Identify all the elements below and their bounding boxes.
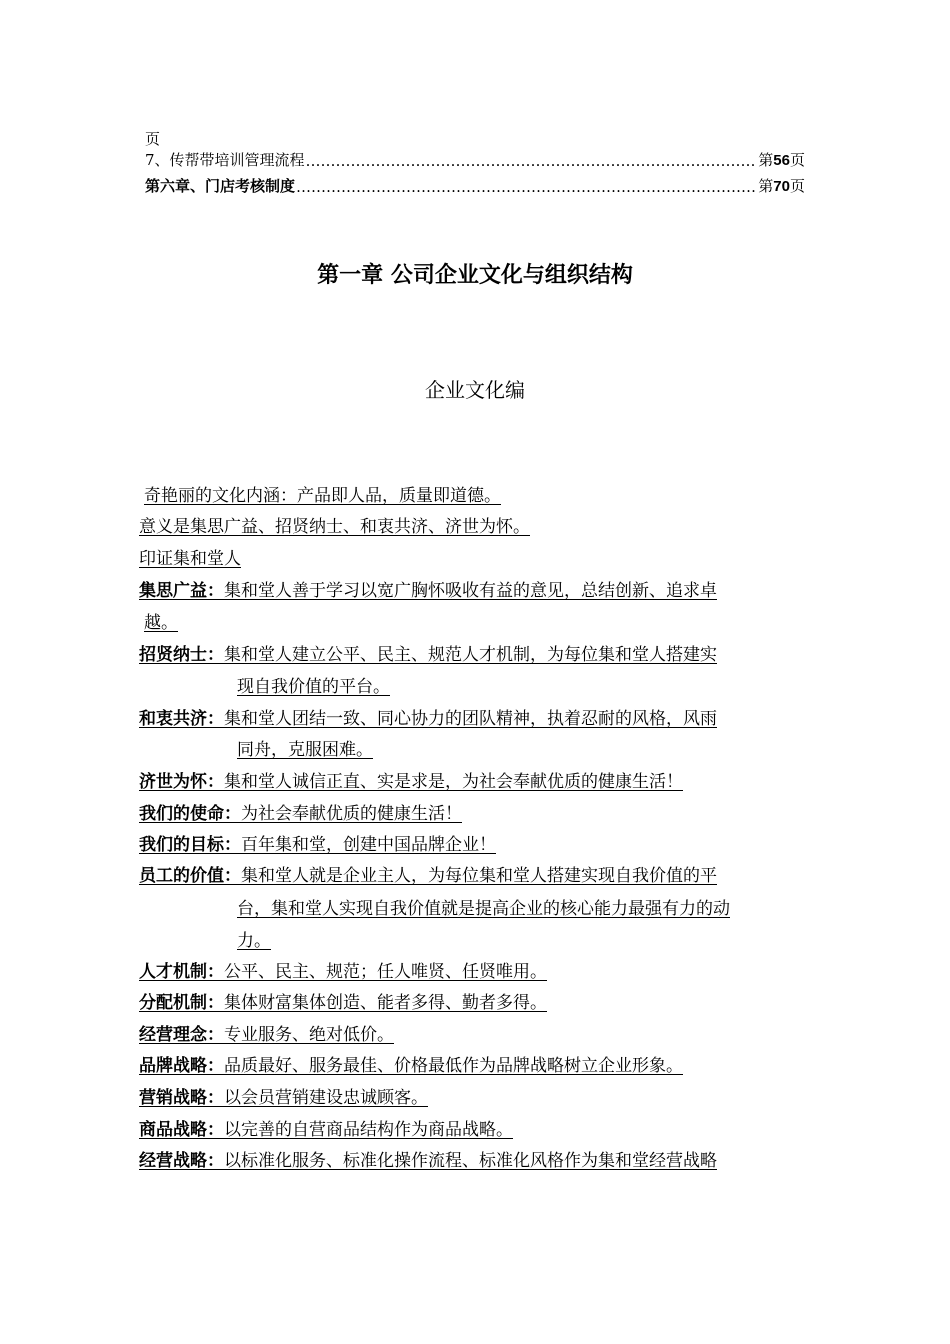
culture-item-key: 和衷共济： [139,709,224,729]
culture-item [139,864,717,888]
culture-item [139,1149,717,1173]
culture-item [139,770,683,794]
culture-item [139,991,547,1015]
culture-item [139,1118,513,1142]
culture-item-key: 济世为怀： [139,772,224,792]
culture-item-continuation: 台，集和堂人实现自我价值就是提高企业的核心能力最强有力的动 [237,899,730,919]
toc-leader-dots [296,178,757,196]
toc-entry-label: 7、传帮带培训管理流程 [145,151,305,169]
toc-entry-page: 第70页 [758,177,805,195]
culture-item [139,960,547,984]
culture-item-continuation: 力。 [237,931,271,951]
culture-item [139,833,496,857]
culture-item-text: 以完善的自营商品结构作为商品战略。 [224,1120,513,1140]
culture-item-text: 品质最好、服务最佳、价格最低作为品牌战略树立企业形象。 [224,1056,683,1076]
culture-item-key: 商品战略： [139,1120,224,1140]
toc-page-continuation: 页 [145,130,161,148]
culture-item-key: 经营战略： [139,1151,224,1171]
culture-item [139,1054,683,1078]
culture-item [139,579,717,603]
culture-item-text: 集和堂人诚信正直、实是求是，为社会奉献优质的健康生活！ [224,772,683,792]
toc-entry-page: 第56页 [758,151,805,169]
culture-item-text: 集和堂人建立公平、民主、规范人才机制，为每位集和堂人搭建实 [224,645,717,665]
culture-item-text: 集体财富集体创造、能者多得、勤者多得。 [224,993,547,1013]
toc-entry[interactable] [145,176,805,196]
culture-item-text: 专业服务、绝对低价。 [224,1025,394,1045]
culture-item [139,1086,428,1110]
culture-item-key: 营销战略： [139,1088,224,1108]
culture-proof: 印证集和堂人 [139,549,241,569]
culture-item [139,643,717,667]
culture-item [139,1023,394,1047]
culture-item-text: 公平、民主、规范；任人唯贤、任贤唯用。 [224,962,547,982]
toc-entry-label: 第六章、门店考核制度 [145,177,296,195]
culture-item-text: 百年集和堂，创建中国品牌企业！ [241,835,496,855]
toc-entry[interactable] [145,150,805,170]
culture-item-text: 集和堂人善于学习以宽广胸怀吸收有益的意见，总结创新、追求卓 [224,581,717,601]
culture-item-key: 我们的使命： [139,804,241,824]
culture-item-continuation: 现自我价值的平台。 [237,677,390,697]
culture-item-continuation: 同舟，克服困难。 [237,740,373,760]
section-title: 企业文化编 [425,378,525,402]
culture-item-text: 以标准化服务、标准化操作流程、标准化风格作为集和堂经营战略 [224,1151,717,1171]
culture-item-text: 为社会奉献优质的健康生活！ [241,804,462,824]
culture-item [139,802,462,826]
culture-item-continuation: 越。 [144,613,178,633]
culture-item-key: 经营理念： [139,1025,224,1045]
culture-item-text: 集和堂人就是企业主人，为每位集和堂人搭建实现自我价值的平 [241,866,717,886]
culture-item-text: 集和堂人团结一致、同心协力的团队精神，执着忍耐的风格，风雨 [224,709,717,729]
chapter-title: 第一章 公司企业文化与组织结构 [317,262,633,288]
culture-item-key: 我们的目标： [139,835,241,855]
culture-item-text: 以会员营销建设忠诚顾客。 [224,1088,428,1108]
culture-item-key: 集思广益： [139,581,224,601]
culture-meaning: 意义是集思广益、招贤纳士、和衷共济、济世为怀。 [139,517,530,537]
culture-connotation: 奇艳丽的文化内涵：产品即人品，质量即道德。 [144,486,501,506]
culture-item-key: 人才机制： [139,962,224,982]
culture-item-key: 员工的价值： [139,866,241,886]
toc-leader-dots [306,152,758,170]
culture-item-key: 招贤纳士： [139,645,224,665]
culture-item-key: 品牌战略： [139,1056,224,1076]
culture-item-key: 分配机制： [139,993,224,1013]
culture-item [139,707,717,731]
